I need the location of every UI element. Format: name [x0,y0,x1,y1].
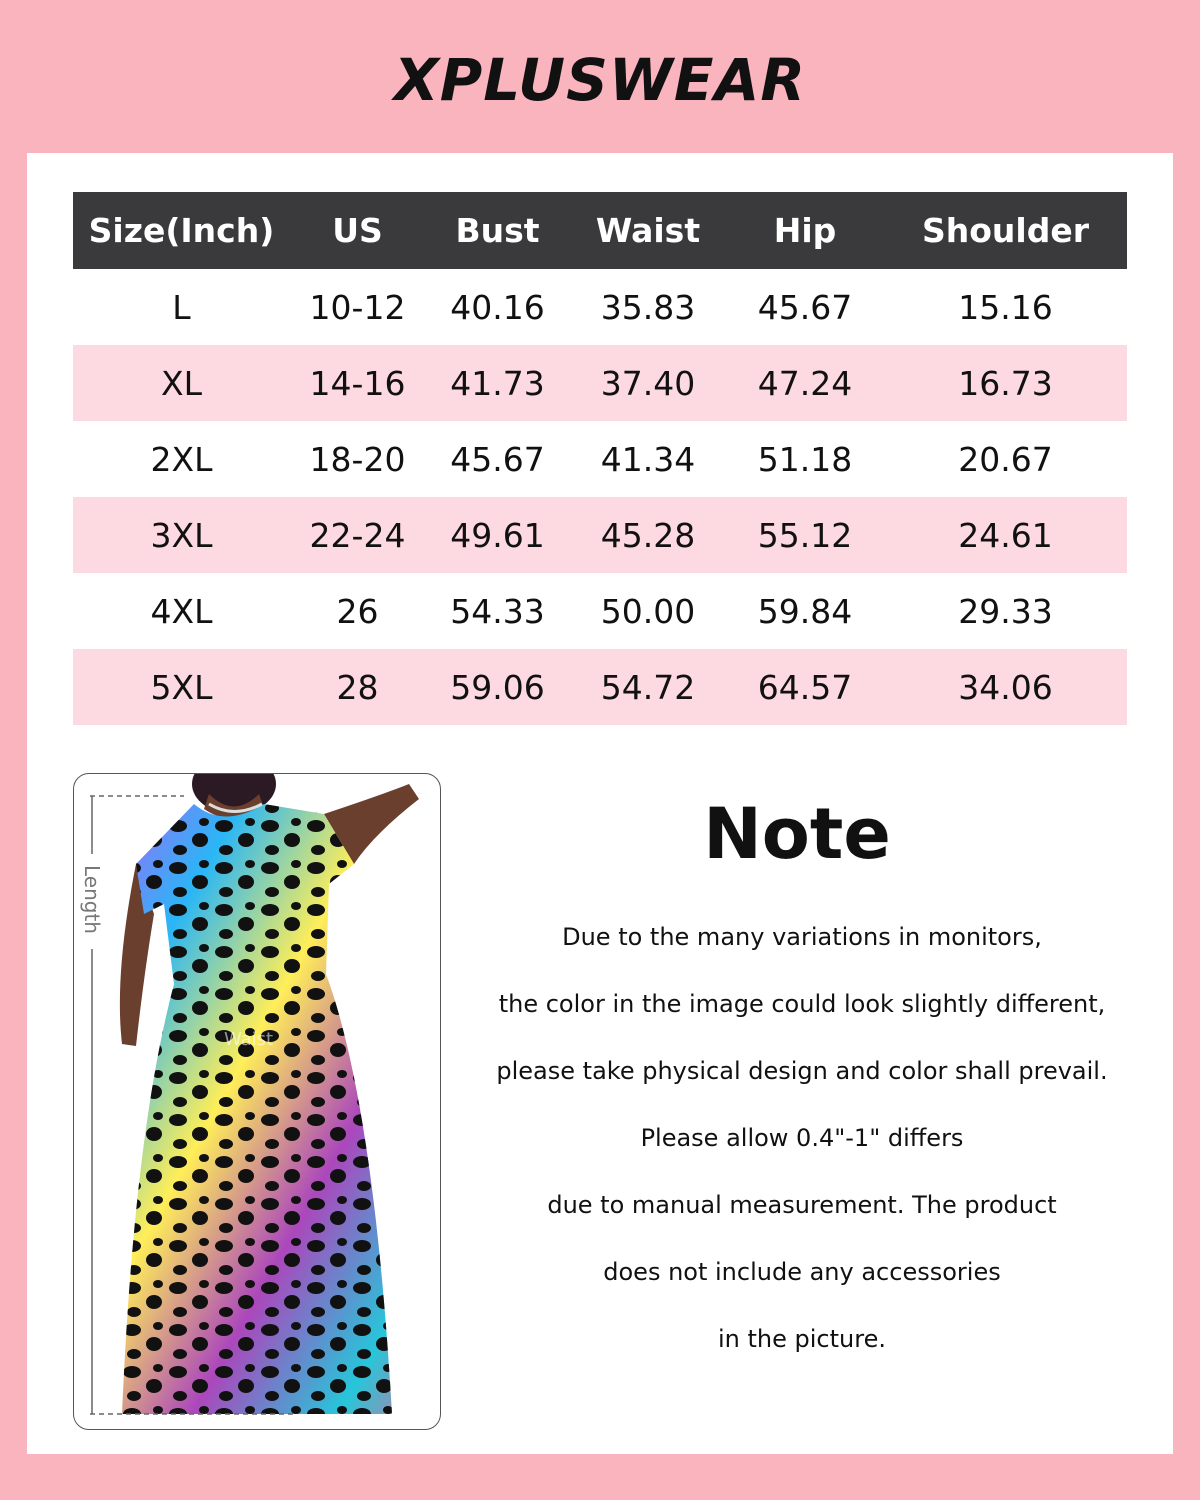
dress-illustration [74,774,440,1429]
cell-hip: 47.24 [726,345,884,421]
table-row [73,421,1127,497]
note-line: Due to the many variations in monitors, [562,923,1042,951]
header-size: Size(Inch) [73,192,290,269]
note-line: due to manual measurement. The product [547,1191,1057,1219]
cell-size: 3XL [73,497,290,573]
table-row [73,345,1127,421]
cell-size: 4XL [150,591,213,631]
cell-shoulder: 16.73 [884,345,1127,421]
cell-us: 10-12 [309,287,406,327]
cell-waist: 37.40 [570,345,726,421]
table-row [73,269,1127,345]
cell-waist: 35.83 [600,287,696,327]
table-row [73,497,1127,573]
cell-waist: 50.00 [600,591,696,631]
cell-bust: 54.33 [450,591,545,631]
cell-shoulder: 20.67 [958,439,1053,479]
cell-us: 18-20 [309,439,406,479]
header-waist: Waist [570,192,726,269]
product-photo [73,773,441,1430]
cell-hip: 45.67 [757,287,853,327]
note-line: the color in the image could look slightly different, [498,990,1106,1018]
cell-bust: 45.67 [450,439,545,479]
size-chart-card [27,153,1173,1454]
cell-bust: 49.61 [425,497,570,573]
table-row [73,573,1127,649]
header-hip: Hip [726,192,884,269]
cell-bust: 59.06 [425,649,570,725]
cell-shoulder: 29.33 [958,591,1053,631]
waist-label: Waist [224,1029,274,1050]
cell-us: 28 [290,649,425,725]
cell-shoulder: 24.61 [884,497,1127,573]
note-title: Note [703,793,891,875]
cell-shoulder: 15.16 [958,287,1053,327]
brand-logo: XPLUSWEAR [393,46,807,114]
cell-size: XL [73,345,290,421]
cell-size: L [172,287,191,327]
note-text [482,918,1122,1387]
cell-waist: 54.72 [570,649,726,725]
size-table [73,192,1127,725]
length-label: Length [80,864,104,934]
header-bust: Bust [425,192,570,269]
cell-shoulder: 34.06 [884,649,1127,725]
cell-bust: 40.16 [450,287,545,327]
note-line: in the picture. [718,1325,886,1353]
note-line: does not include any accessories [603,1258,1001,1286]
cell-us: 14-16 [290,345,425,421]
header-shoulder: Shoulder [884,192,1127,269]
cell-size: 5XL [73,649,290,725]
cell-hip: 51.18 [757,439,853,479]
cell-waist: 45.28 [570,497,726,573]
cell-us: 22-24 [290,497,425,573]
table-row [73,649,1127,725]
cell-hip: 55.12 [726,497,884,573]
table-header-row [73,192,1127,269]
cell-hip: 64.57 [726,649,884,725]
cell-waist: 41.34 [600,439,696,479]
note-line: Please allow 0.4"-1" differs [640,1124,964,1152]
cell-us: 26 [336,591,379,631]
note-line: please take physical design and color shall prevail. [496,1057,1108,1085]
cell-bust: 41.73 [425,345,570,421]
cell-size: 2XL [150,439,213,479]
header-us: US [290,192,425,269]
cell-hip: 59.84 [757,591,853,631]
